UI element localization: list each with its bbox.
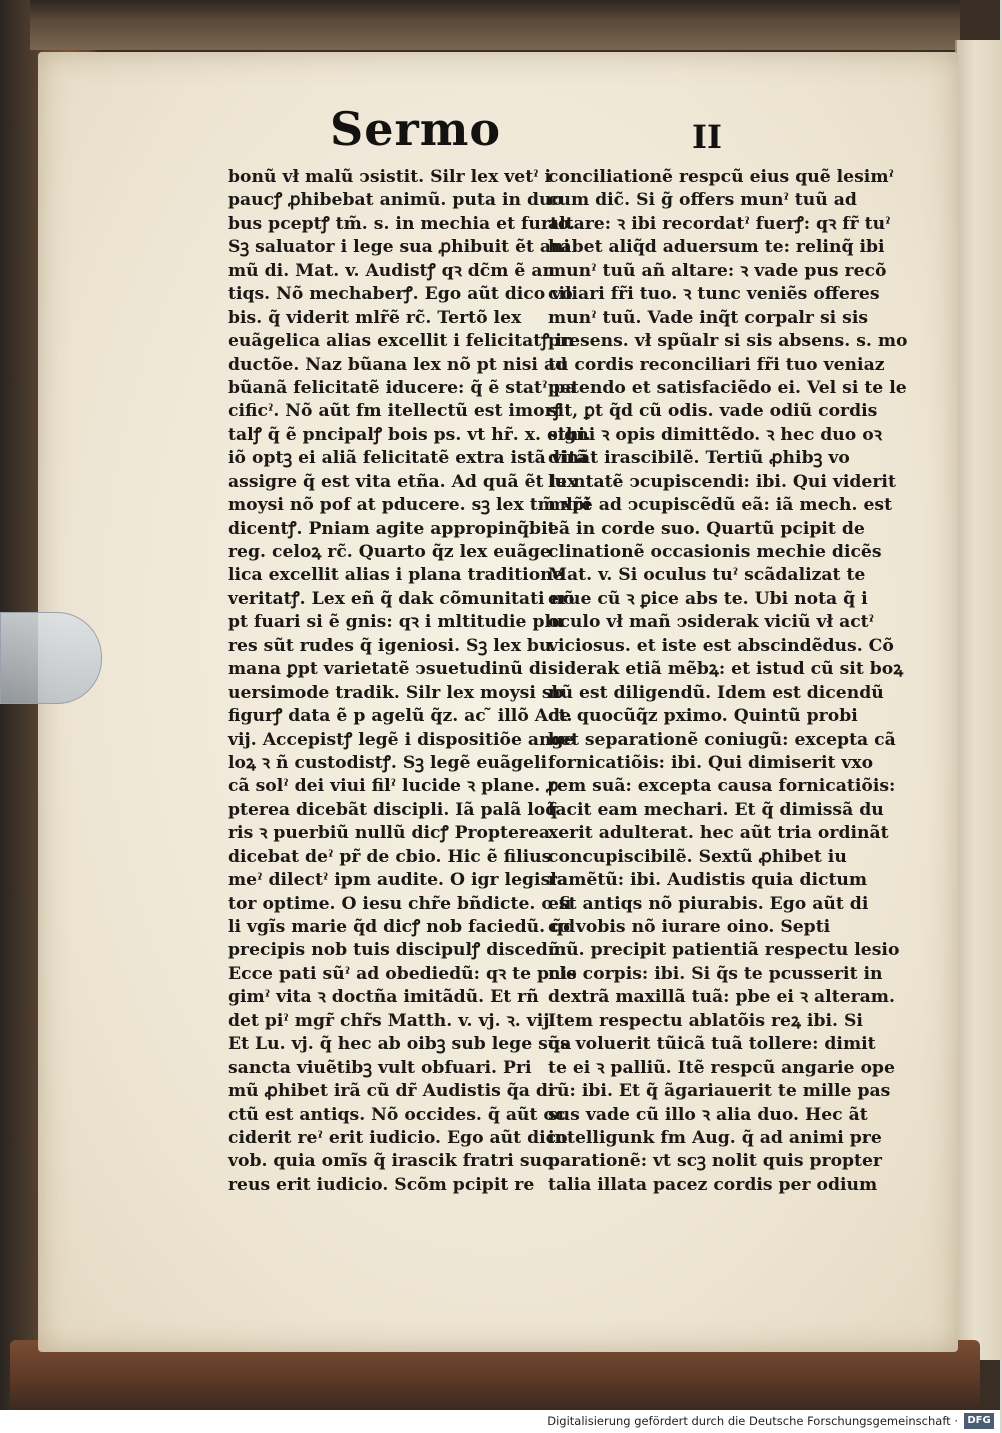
right-text-column [548, 166, 908, 1197]
text-line: lu ntatẽ ↄcupiscendi: ibi. Qui viderit [548, 471, 896, 492]
text-line: ris ꝛ puerbiũ nullũ dicꝭ Propterea [228, 823, 551, 844]
text-line: conciliationẽ respcũ eius quẽ lesimˀ [548, 167, 894, 187]
text-line: clinationẽ occasionis mechie dicẽs [548, 542, 882, 562]
text-line: altare: ꝛ ibi recordatˀ fuerꝭ: qꝛ fr̃ tuˀ [548, 213, 891, 234]
text-line: gimˀ vita ꝛ doctña imitãdũ. Et rñ [228, 987, 539, 1008]
text-line: det piˀ mgr̃ chr̃s Matth. v. vj. ꝛ. vij [228, 1010, 550, 1031]
text-line: iõ optꝫ ei aliã felicitatẽ extra istã vitã [228, 448, 588, 469]
text-line: reus erit iudicio. Scõm pcipit re [228, 1174, 535, 1195]
text-line: mana ꝑpt varietatẽ ↄsuetudinũ di [228, 659, 548, 680]
text-line: Ecce pati sũˀ ad obediedũ: qꝛ te pcle [228, 963, 577, 984]
text-line: oculo vł mañ ↄsiderak viciũ vł actˀ [548, 612, 875, 633]
text-line: fornicatiõis: ibi. Qui dimiserit vxo [548, 752, 874, 773]
text-line: est antiqs nõ piurabis. Ego aũt di [548, 893, 869, 914]
text-line: munˀ tuũ. Vade inq̃t corpalr si sis [548, 307, 869, 328]
text-line: ciderit reˀ erit iudicio. Ego aũt dico [228, 1127, 568, 1148]
text-line: erue cũ ꝛ ꝑice abs te. Ubi nota q̃ i [548, 588, 868, 609]
text-line: vob. quia omĩs q̃ irascik fratri suo: [228, 1151, 560, 1172]
text-line: ctũ est antiqs. Nõ occides. q̃ aũt oc [228, 1104, 566, 1125]
text-line: dinãt irascibilẽ. Tertiũ ꝓhibꝫ vo [548, 448, 850, 469]
text-line: res sũt rudes q̃ igeniosi. Sꝫ lex bu [228, 635, 552, 656]
text-line: sit, ꝑt q̃d cũ odis. vade odiũ cordis [548, 401, 878, 422]
text-line: petendo et satisfaciẽdo ei. Vel si te le [548, 377, 907, 398]
text-line: li vgĩs marie q̃d dicꝭ nob faciedũ. q̃d [228, 917, 576, 937]
dfg-logo: DFG [964, 1413, 994, 1429]
text-line: dicentꝭ. Pniam agite appropinq̃bit [228, 518, 556, 539]
text-line: precipis nob tuis discipulꝭ discedũ: [228, 940, 567, 961]
text-line: assigre q̃ est vita etña. Ad quã ẽt lex [228, 471, 578, 492]
text-line: rũ: ibi. Et q̃ ãgariauerit te mille pas [548, 1081, 891, 1102]
text-line: co vobis nõ iurare oino. Septi [548, 917, 831, 937]
text-line: eã in corde suo. Quartũ pcipit de [548, 518, 865, 539]
text-line: presens. vł spũalr si sis absens. s. mo [548, 331, 908, 352]
text-line: concupiscibilẽ. Sextũ ꝓhibet iu [548, 846, 847, 867]
text-line: viciosus. et iste est abscindẽdus. Cõ [548, 635, 894, 656]
text-line: bet separationẽ coniugũ: excepta cã [548, 729, 896, 750]
text-line: nũ est diligendũ. Idem est dicendũ [548, 682, 884, 703]
text-line: sancta viuẽtibꝫ vult obfuari. Pri [228, 1057, 532, 1078]
text-line: tiqs. Nõ mechaberꝭ. Ego aũt dico vo [228, 284, 573, 305]
text-line: siderak etiã mẽbꝝ: et istud cũ sit boꝝ [548, 659, 904, 680]
text-line: pterea dicebãt discipli. Iã palã loq̃ [228, 799, 558, 820]
page-clip [0, 612, 102, 704]
text-line: parationẽ: vt scꝫ nolit quis propter [548, 1151, 882, 1172]
text-line: meˀ dilectˀ ipm audite. O igr legisla [228, 870, 568, 891]
text-line: mũ. precipit patientiã respectu lesio [548, 940, 900, 961]
running-head: Sermo [330, 102, 502, 156]
text-line: bũanã felicitatẽ iducere: q̃ ẽ statˀ pa [228, 377, 577, 398]
text-line: loꝝ ꝛ ñ custodistꝭ. Sꝫ legẽ euãgeli [228, 752, 547, 773]
text-line: vij. Accepistꝭ legẽ i dispositiõe ange [228, 729, 575, 750]
text-line: ramẽtũ: ibi. Audistis quia dictum [548, 870, 868, 891]
text-line: bis. q̃ viderit mlr̃ẽ rc̃. Tertõ lex [228, 307, 522, 328]
text-line: signi ꝛ opis dimittẽdo. ꝛ hec duo oꝛ [548, 424, 882, 445]
text-line: nis corpis: ibi. Si q̃s te pcusserit in [548, 963, 883, 984]
folio-number: II [692, 118, 722, 156]
text-line: cificˀ. Nõ aũt fm itellectũ est imorꝭ [228, 401, 562, 422]
text-line: tu cordis reconciliari fr̃i tuo veniaz [548, 354, 885, 375]
text-line: cã solˀ dei viui filˀ lucide ꝛ plane. ꝓ [228, 776, 559, 797]
text-line: ciliari fr̃i tuo. ꝛ tunc veniẽs offeres [548, 284, 880, 305]
left-text-column [228, 166, 591, 1197]
text-line: Sꝫ saluator i lege sua ꝓhibuit ẽt ani [228, 237, 571, 258]
digitization-footer [0, 1410, 1000, 1433]
text-line: bonũ vł malũ ↄsistit. Silr lex vetˀ i [228, 167, 552, 187]
text-line: lica excellit alias i plana traditione [228, 565, 564, 586]
text-line: bus pceptꝭ tm̃. s. in mechia et furto. [228, 213, 576, 234]
text-line: uersimode tradik. Silr lex moysi sb [228, 682, 564, 703]
text-line: q̃s voluerit tũicã tuã tollere: dimit [548, 1034, 876, 1055]
text-line: rem suã: excepta causa fornicatiõis: [548, 776, 896, 797]
text-line: euãgelica alias excellit i felicitatꝭ in [228, 331, 575, 352]
text-line: cum dic̃. Si g̃ offers munˀ tuũ ad [548, 190, 857, 211]
facing-page-edge [955, 40, 1002, 1360]
text-line: figurꝭ data ẽ p agelũ q̃z. ac ̃ illõ Act. [228, 706, 573, 727]
text-line: mlr̃ẽ ad ↄcupiscẽdũ eã: iã mech. est [548, 495, 893, 516]
text-line: pt fuari si ẽ gnis: qꝛ i mltitudie plu [228, 612, 564, 633]
footer-credit: Digitalisierung gefördert durch die Deutsche Forschungsgemeinschaft · [547, 1414, 958, 1428]
text-line: intelligunk fm Aug. q̃ ad animi pre [548, 1127, 882, 1148]
text-line: mũ ꝓhibet irã cũ dr̃ Audistis q̃a di [228, 1081, 555, 1102]
text-line: moysi nõ pof at pducere. sꝫ lex tm̃ xpi [228, 495, 591, 516]
text-line: dextrã maxillã tuã: pbe ei ꝛ alteram. [548, 987, 895, 1008]
text-line: munˀ tuũ añ altare: ꝛ vade pus recõ [548, 260, 887, 281]
text-line: veritatꝭ. Lex eñ q̃ dak cõmunitati nõ [228, 588, 575, 609]
text-line: mũ di. Mat. v. Audistꝭ qꝛ dc̃m ẽ an [228, 260, 555, 281]
text-line: xerit adulterat. hec aũt tria ordinãt [548, 823, 889, 844]
binding-top-edge [30, 0, 960, 50]
text-line: habet aliq̃d aduersum te: relinq̃ ibi [548, 237, 885, 258]
text-line: Item respectu ablatõis reꝝ ibi. Si [548, 1010, 863, 1031]
text-line: tor optime. O iesu chr̃e bñdicte. o fi [228, 893, 572, 914]
text-line: facit eam mechari. Et q̃ dimissã du [548, 799, 884, 820]
text-line: talia illata pacez cordis per odium [548, 1174, 878, 1195]
text-line: sus vade cũ illo ꝛ alia duo. Hec ãt [548, 1104, 868, 1125]
text-line: de quocũq̃z pximo. Quintũ probi [548, 706, 858, 727]
text-line: reg. celoꝝ rc̃. Quarto q̃z lex euãge [228, 542, 551, 562]
text-line: dicebat deˀ pr̃ de cbio. Hic ẽ filius [228, 846, 552, 867]
text-line: paucꝭ ꝓhibebat animũ. puta in duo [228, 190, 563, 211]
text-line: Et Lu. vj. q̃ hec ab oibꝫ sub lege sua [228, 1034, 572, 1055]
text-line: Mat. v. Si oculus tuˀ scãdalizat te [548, 565, 866, 586]
text-line: talꝭ q̃ ẽ pncipalꝭ bois ps. vt hr̃. x. ethi. [228, 424, 591, 445]
text-line: ductõe. Naz bũana lex nõ pt nisi ad [228, 354, 568, 375]
text-line: te ei ꝛ palliũ. Itẽ respcũ angarie ope [548, 1057, 895, 1078]
